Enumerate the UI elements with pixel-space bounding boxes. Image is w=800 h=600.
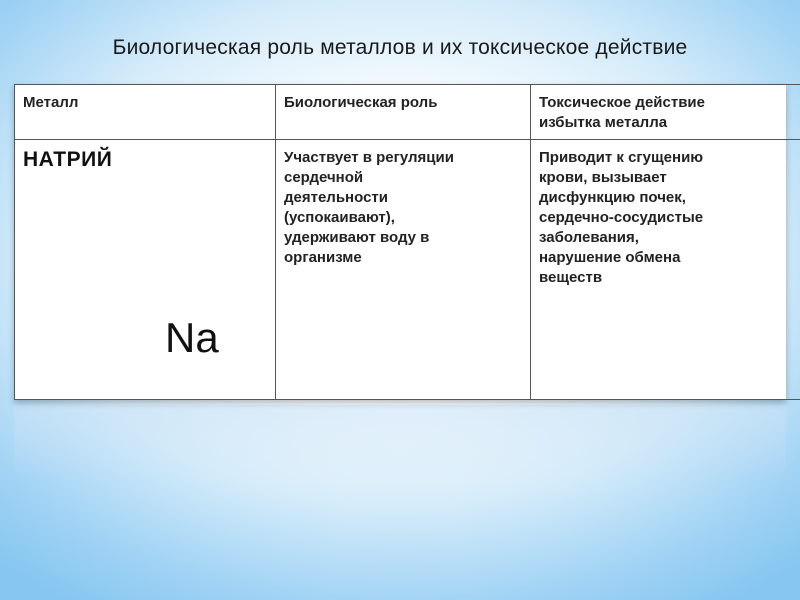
metal-symbol: Na	[165, 314, 219, 361]
metal-name: НАТРИЙ	[23, 148, 113, 171]
cell-metal	[15, 140, 276, 400]
header-toxic	[531, 85, 800, 140]
role-text: Участвует в регуляции сердечной деятельности (успокаивают), удерживают воду в организме	[284, 149, 454, 266]
table-header-row	[15, 85, 800, 140]
header-toxic-label: Токсическое действие избытка металла	[539, 94, 705, 131]
cell-role	[276, 140, 531, 400]
header-metal-label: Металл	[23, 94, 79, 111]
metals-table-container	[14, 84, 786, 400]
header-role	[276, 85, 531, 140]
table-reflection	[14, 405, 786, 480]
toxic-text: Приводит к сгущению крови, вызывает дисфункцию почек, сердечно-сосудистые заболевания, нарушение обмена веществ	[539, 149, 704, 286]
table-row	[15, 140, 800, 400]
header-metal	[15, 85, 276, 140]
cell-toxic	[531, 140, 800, 400]
header-role-label: Биологическая роль	[284, 94, 438, 111]
metals-table	[14, 84, 800, 400]
slide-title: Биологическая роль металлов и их токсическое действие	[112, 36, 688, 59]
